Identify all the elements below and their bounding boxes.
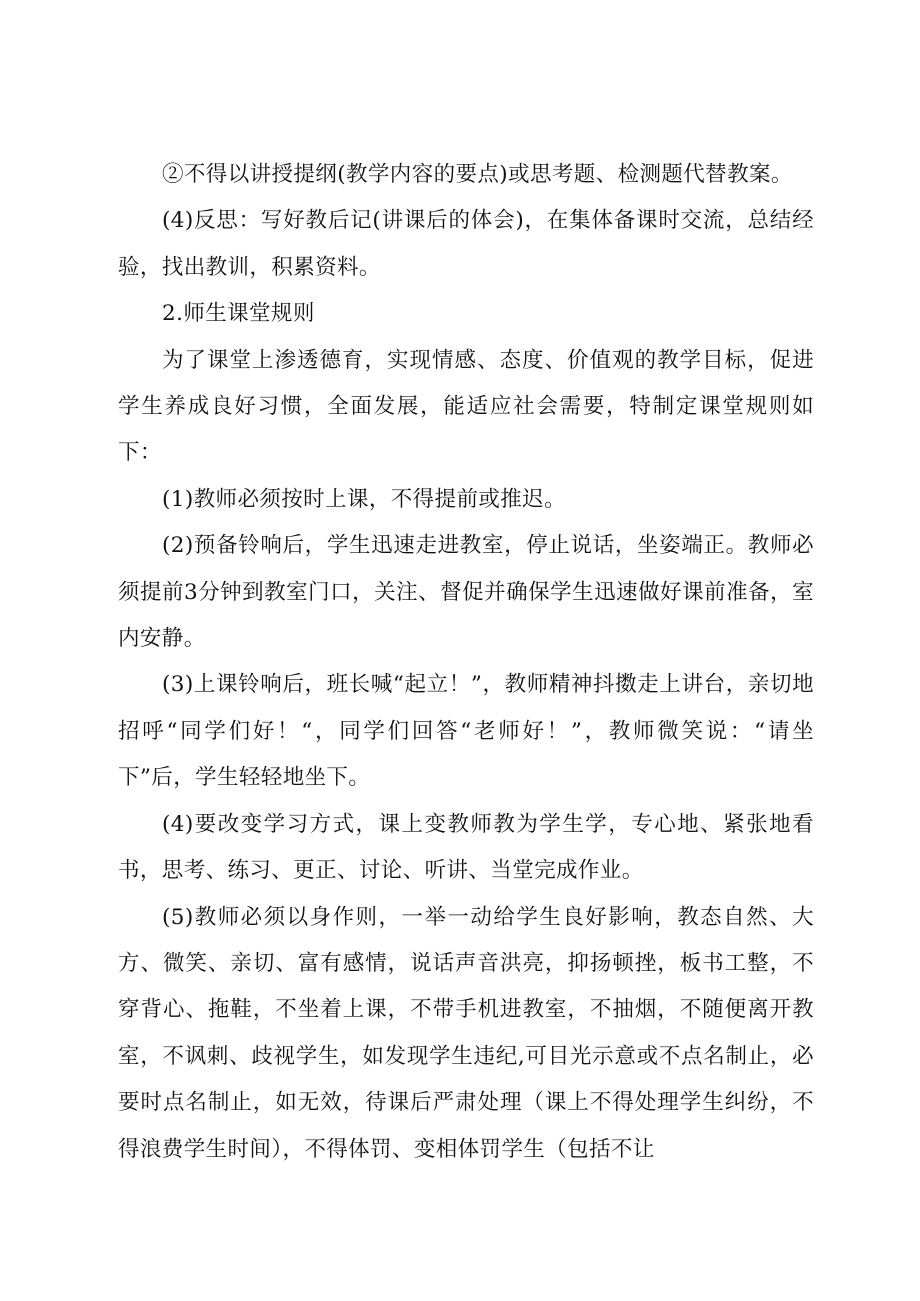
paragraph-rule-5: (5)教师必须以身作则，一举一动给学生良好影响，教态自然、大方、微笑、亲切、富有感情，说话声音洪亮，抑扬顿挫，板书工整，不穿背心、拖鞋，不坐着上课，不带手机进教室，不抽烟，不随便离开教室，不讽刺、歧视学生，如发现学生违纪,可目光示意或不点名制止，必要时点名制止，如无效，待课后严肃处理（课上不得处理学生纠纷，不得浪费学生时间），不得体罚、变相体罚学生（包括不让 bbox=[118, 904, 814, 1162]
paragraph-rules-intro: 为了课堂上渗透德育，实现情感、态度、价值观的教学目标，促进学生养成良好习惯，全面发展，能适应社会需要，特制定课堂规则如下： bbox=[118, 347, 814, 466]
document-body bbox=[118, 152, 814, 1173]
paragraph-reflection: (4)反思：写好教后记(讲课后的体会)，在集体备课时交流，总结经验，找出教训，积累资料。 bbox=[118, 208, 814, 280]
section-heading-classroom-rules: 2.师生课堂规则 bbox=[162, 301, 315, 327]
paragraph-rule-2: (2)预备铃响后，学生迅速走进教室，停止说话，坐姿端正。教师必须提前3分钟到教室门口，关注、督促并确保学生迅速做好课前准备，室内安静。 bbox=[118, 533, 814, 652]
paragraph-rule-3: (3)上课铃响后，班长喊“起立！”，教师精神抖擞走上讲台，亲切地招呼“同学们好！“，同学们回答“老师好！”，教师微笑说：“请坐下”后，学生轻轻地坐下。 bbox=[118, 672, 814, 791]
paragraph-rule-4: (4)要改变学习方式，课上变教师教为学生学，专心地、紧张地看书，思考、练习、更正、讨论、听讲、当堂完成作业。 bbox=[118, 811, 814, 884]
paragraph-teaching-plan-rule: ②不得以讲授提纲(教学内容的要点)或思考题、检测题代替教案。 bbox=[162, 162, 793, 187]
paragraph-rule-1: (1)教师必须按时上课，不得提前或推迟。 bbox=[162, 486, 566, 512]
